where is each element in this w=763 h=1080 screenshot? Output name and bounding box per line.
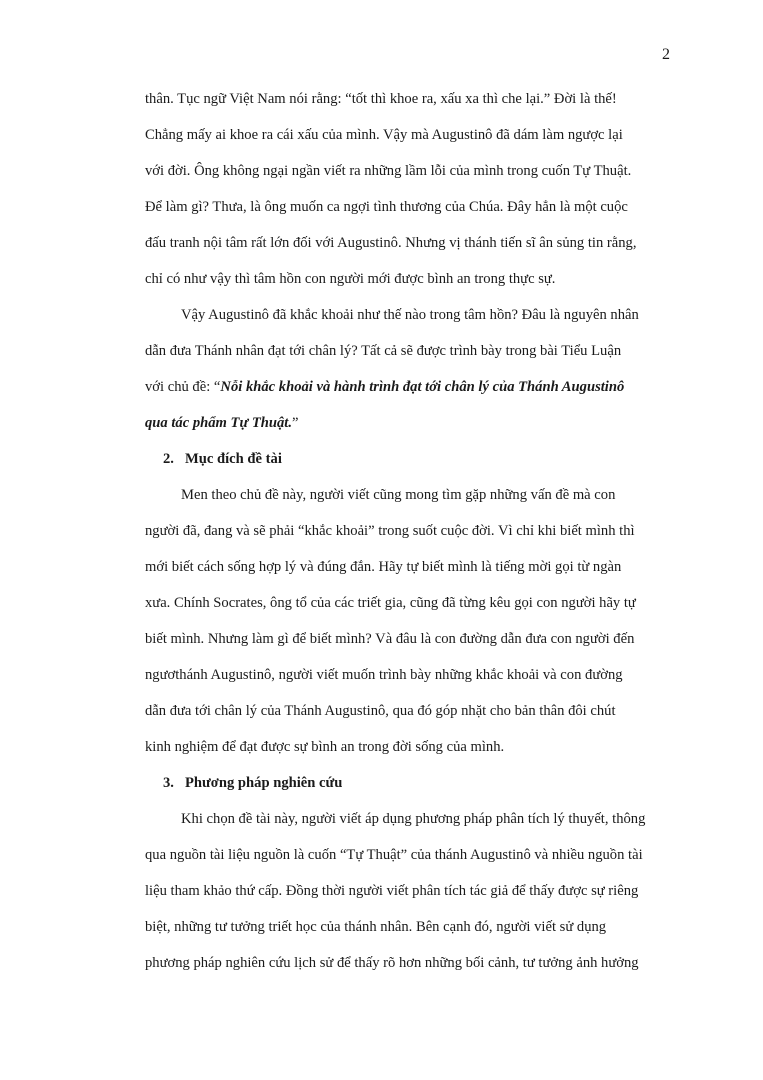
paragraph-line: qua nguồn tài liệu nguồn là cuốn “Tự Thuật” của thánh Augustinô và nhiều nguồn tài — [145, 847, 643, 863]
topic-title-cont: qua tác phẩm Tự Thuật. — [145, 415, 292, 431]
paragraph-line: với đời. Ông không ngại ngần viết ra những lầm lỗi của mình trong cuốn Tự Thuật. — [145, 163, 632, 179]
paragraph-line: liệu tham khảo thứ cấp. Đồng thời người viết phân tích tác giả để thấy được sự riêng — [145, 883, 639, 899]
paragraph-line-topic — [145, 414, 298, 432]
section-heading — [163, 774, 342, 792]
paragraph-line: Men theo chủ đề này, người viết cũng mong tìm gặp những vấn đề mà con — [181, 487, 616, 503]
paragraph-line: dẫn đưa tới chân lý của Thánh Augustinô, qua đó góp nhặt cho bản thân đôi chút — [145, 703, 616, 719]
section-title: Mục đích đề tài — [185, 451, 282, 467]
paragraph-line: Vậy Augustinô đã khắc khoải như thế nào trong tâm hồn? Đâu là nguyên nhân — [181, 307, 639, 323]
paragraph-line: chỉ có như vậy thì tâm hồn con người mới được bình an trong thực sự. — [145, 271, 556, 287]
paragraph-line: Để làm gì? Thưa, là ông muốn ca ngợi tình thương của Chúa. Đây hẳn là một cuộc — [145, 199, 628, 215]
paragraph-line: ngươthánh Augustinô, người viết muốn trình bày những khắc khoải và con đường — [145, 667, 623, 683]
paragraph-line: đấu tranh nội tâm rất lớn đối với Augustinô. Nhưng vị thánh tiến sĩ ân sủng tin rằng, — [145, 235, 637, 251]
paragraph-line: xưa. Chính Socrates, ông tổ của các triết gia, cũng đã từng kêu gọi con người hãy tự — [145, 595, 636, 611]
section-title: Phương pháp nghiên cứu — [185, 775, 343, 791]
paragraph-line: Khi chọn đề tài này, người viết áp dụng phương pháp phân tích lý thuyết, thông — [181, 811, 646, 827]
section-heading — [163, 450, 282, 468]
section-number: 3. — [163, 775, 174, 791]
paragraph-line: phương pháp nghiên cứu lịch sử để thấy rõ hơn những bối cảnh, tư tưởng ảnh hưởng — [145, 955, 639, 971]
paragraph-line: người đã, đang và sẽ phải “khắc khoải” trong suốt cuộc đời. Vì chỉ khi biết mình thì — [145, 523, 635, 539]
paragraph-line: biệt, những tư tưởng triết học của thánh nhân. Bên cạnh đó, người viết sử dụng — [145, 919, 607, 935]
paragraph-line: kinh nghiệm để đạt được sự bình an trong đời sống của mình. — [145, 739, 505, 755]
page-number: 2 — [662, 46, 670, 63]
paragraph-line: mới biết cách sống hợp lý và đúng đắn. Hãy tự biết mình là tiếng mời gọi từ ngàn — [145, 559, 622, 575]
topic-prefix: với chủ đề: “ — [145, 379, 221, 395]
paragraph-line-topic — [145, 378, 624, 396]
paragraph-line: biết mình. Nhưng làm gì để biết mình? Và đâu là con đường dẫn đưa con người đến — [145, 631, 635, 647]
topic-suffix: ” — [292, 415, 299, 431]
paragraph-line: Chẳng mấy ai khoe ra cái xấu của mình. Vậy mà Augustinô đã dám làm ngược lại — [145, 127, 623, 143]
topic-title: Nỗi khắc khoải và hành trình đạt tới chân lý của Thánh Augustinô — [220, 379, 625, 395]
section-number: 2. — [163, 451, 174, 467]
paragraph-line: thân. Tục ngữ Việt Nam nói rằng: “tốt thì khoe ra, xấu xa thì che lại.” Đời là thế! — [145, 91, 617, 107]
paragraph-line: dẫn đưa Thánh nhân đạt tới chân lý? Tất cả sẽ được trình bày trong bài Tiểu Luận — [145, 343, 622, 359]
